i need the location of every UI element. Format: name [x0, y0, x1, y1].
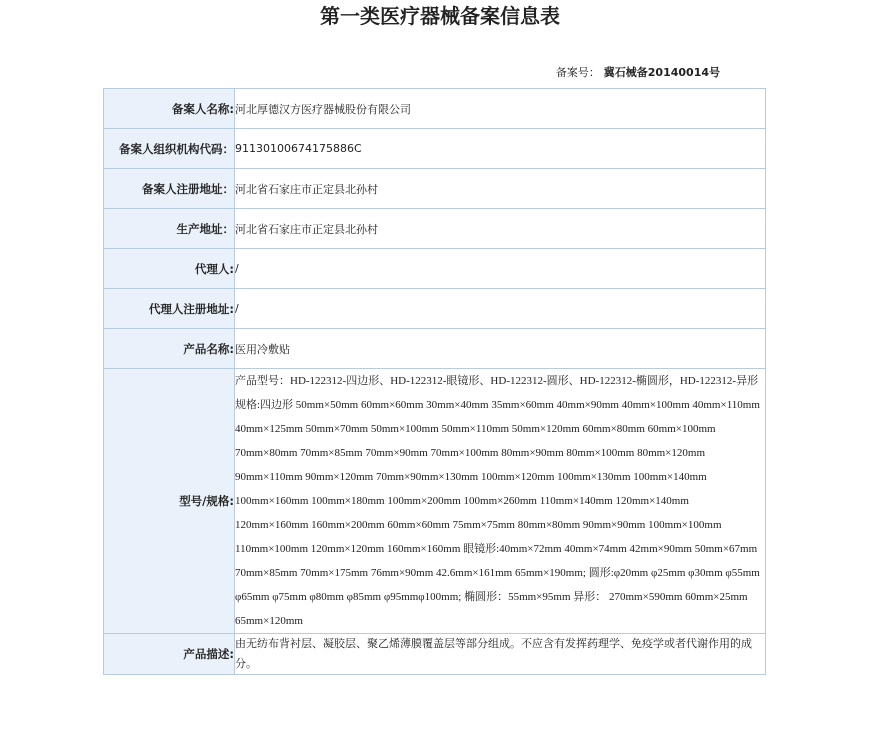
row-value-agent: / [235, 249, 766, 289]
row-label-agent: 代理人: [104, 249, 235, 289]
row-label-org-code: 备案人组织机构代码： [104, 129, 235, 169]
row-label-product-name: 产品名称: [104, 329, 235, 369]
row-value-product-description: 由无纺布背衬层、凝胶层、聚乙烯薄膜覆盖层等部分组成。不应含有发挥药理学、免疫学或者代谢作用的成分。 [235, 634, 766, 675]
row-label-registered-address: 备案人注册地址： [104, 169, 235, 209]
record-number-label: 备案号： [555, 66, 600, 79]
row-label-model-spec: 型号/规格: [104, 369, 235, 634]
table-row [104, 89, 766, 129]
table-row [104, 634, 766, 675]
row-value-applicant-name: 河北厚德汉方医疗器械股份有限公司 [235, 89, 766, 129]
row-label-production-address: 生产地址： [104, 209, 235, 249]
row-value-registered-address: 河北省石家庄市正定县北孙村 [235, 169, 766, 209]
row-value-model-spec: 产品型号：HD-122312-四边形、HD-122312-眼镜形、HD-122312-圆形、HD-122312-椭圆形，HD-122312-异形规格:四边形 50mm×50mm 60mm×60mm 30mm×40mm 35mm×60mm 40mm×90mm 40mm×100mm 40mm×110mm 40mm×125mm 50mm×70mm 50mm×100mm 50mm×110mm 50mm×120mm 60mm×80mm 60mm×100mm 70mm×80mm 70mm×85mm 70mm×90mm 70mm×100mm 80mm×90mm 80mm×100mm 80mm×120mm 90mm×110mm 90mm×120mm 70mm×90mm×130mm 100mm×120mm 100mm×130mm 100mm×140mm 100mm×160mm 100mm×180mm 100mm×200mm 100mm×260mm 110mm×140mm 120mm×140mm 120mm×160mm 160mm×200mm 60mm×60mm 75mm×75mm 80mm×80mm 90mm×90mm 100mm×100mm 110mm×100mm 120mm×120mm 160mm×160mm 眼镜形:40mm×72mm 40mm×74mm 42mm×90mm 50mm×67mm 70mm×85mm 70mm×175mm 76mm×90mm 42.6mm×161mm 65mm×190mm; 圆形:φ20mm φ25mm φ30mm φ55mm φ65mm φ75mm φ80mm φ85mm φ95mmφ100mm; 椭圆形：55mm×95mm 异形： 270mm×590mm 60mm×25mm 65mm×120mm [235, 369, 766, 634]
table-row [104, 369, 766, 634]
row-label-product-description: 产品描述: [104, 634, 235, 675]
table-row [104, 249, 766, 289]
table-row [104, 209, 766, 249]
table-row [104, 169, 766, 209]
row-value-agent-address: / [235, 289, 766, 329]
row-label-applicant-name: 备案人名称: [104, 89, 235, 129]
table-row [104, 329, 766, 369]
row-value-org-code: 91130100674175886C [235, 129, 766, 169]
table-row [104, 129, 766, 169]
row-value-production-address: 河北省石家庄市正定县北孙村 [235, 209, 766, 249]
record-number [556, 64, 720, 80]
record-info-table [103, 88, 766, 675]
row-value-product-name: 医用冷敷贴 [235, 329, 766, 369]
page-title: 第一类医疗器械备案信息表 [320, 4, 560, 28]
table-row [104, 289, 766, 329]
record-number-value: 冀石械备20140014号 [603, 66, 720, 79]
row-label-agent-address: 代理人注册地址: [104, 289, 235, 329]
